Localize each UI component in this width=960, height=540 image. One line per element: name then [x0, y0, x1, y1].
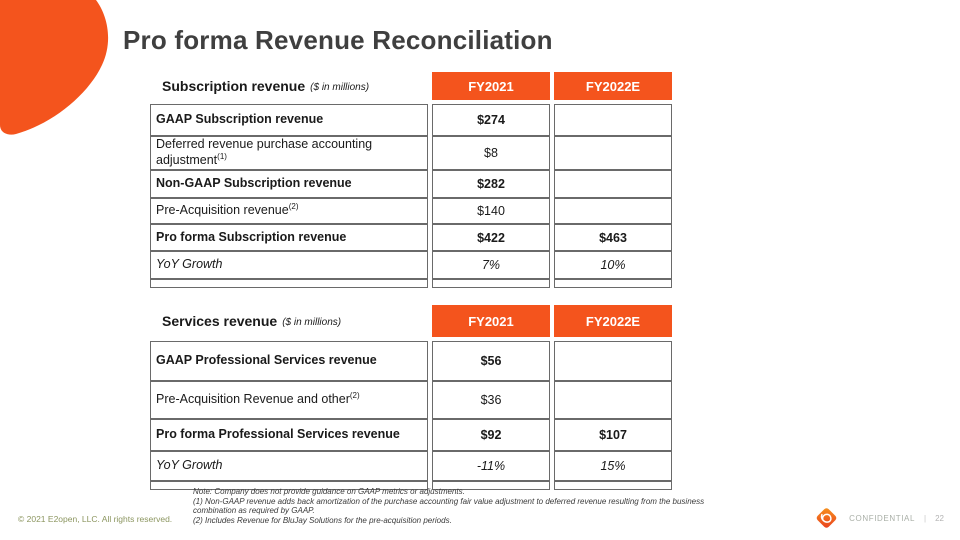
- services-table: [150, 305, 672, 490]
- table-row: [150, 451, 672, 481]
- fy2022-value-cell: $463: [554, 224, 672, 251]
- e2open-logo-icon: [813, 506, 840, 530]
- row-label-cell: YoY Growth: [150, 451, 428, 481]
- fy2022-value-cell: [554, 381, 672, 419]
- subscription-table: [150, 72, 672, 288]
- subscription-table-title: [150, 72, 428, 100]
- table-row: [150, 419, 672, 451]
- row-label-cell: [150, 279, 428, 288]
- corner-accent-shape: [0, 0, 115, 140]
- column-header-fy2022e: FY2022E: [554, 305, 672, 337]
- column-header-fy2021: FY2021: [432, 72, 550, 100]
- services-table-body: [150, 341, 672, 490]
- footnote-note: Note: Company does not provide guidance on GAAP metrics or adjustments.: [193, 487, 465, 496]
- footnotes: [193, 487, 705, 525]
- subscription-table-body: [150, 104, 672, 288]
- table-row: [150, 170, 672, 198]
- confidential-label: CONFIDENTIAL: [849, 513, 916, 523]
- table-row-empty: [150, 279, 672, 288]
- services-table-header: [150, 305, 672, 337]
- row-label-cell: GAAP Professional Services revenue: [150, 341, 428, 381]
- fy2021-value-cell: $8: [432, 136, 550, 170]
- row-label-cell: Non-GAAP Subscription revenue: [150, 170, 428, 198]
- fy2021-value-cell: $140: [432, 198, 550, 224]
- row-label-cell: Pro forma Subscription revenue: [150, 224, 428, 251]
- table-title-text: Services revenue: [162, 313, 278, 329]
- fy2022-value-cell: [554, 279, 672, 288]
- fy2021-value-cell: -11%: [432, 451, 550, 481]
- slide-page-number: 22: [935, 513, 944, 523]
- footnote-2: (2) Includes Revenue for BluJay Solutions for the pre-acquisition periods.: [193, 515, 452, 525]
- footnote-1: (1) Non-GAAP revenue adds back amortization of the purchase accounting fair value adjustment to deferred revenue resulting from the business combination as required by GAAP.: [193, 496, 705, 516]
- fy2021-value-cell: [432, 279, 550, 288]
- fy2022-value-cell: $107: [554, 419, 672, 451]
- subscription-table-header: [150, 72, 672, 100]
- table-row: [150, 224, 672, 251]
- table-row: [150, 136, 672, 170]
- fy2021-value-cell: $282: [432, 170, 550, 198]
- fy2022-value-cell: [554, 341, 672, 381]
- table-row: [150, 198, 672, 224]
- fy2022-value-cell: [554, 198, 672, 224]
- table-row: [150, 251, 672, 279]
- fy2022-value-cell: [554, 170, 672, 198]
- table-row: [150, 381, 672, 419]
- row-label-cell: Deferred revenue purchase accounting adjustment$^{(1)}$: [150, 136, 428, 170]
- row-label-cell: Pre-Acquisition Revenue and other$^{(2)}$: [150, 381, 428, 419]
- table-unit-note: ($ in millions): [310, 81, 370, 93]
- fy2022-value-cell: [554, 104, 672, 136]
- table-unit-note: ($ in millions): [282, 316, 342, 328]
- row-label-cell: Pre-Acquisition revenue$^{(2)}$: [150, 198, 428, 224]
- fy2021-value-cell: 7%: [432, 251, 550, 279]
- table-row: [150, 104, 672, 136]
- page-title: Pro forma Revenue Reconciliation: [123, 25, 553, 55]
- footer-right: [813, 506, 944, 530]
- table-title-text: Subscription revenue: [162, 78, 306, 94]
- footer-separator: |: [924, 513, 927, 523]
- fy2021-value-cell: $56: [432, 341, 550, 381]
- fy2022-value-cell: 10%: [554, 251, 672, 279]
- fy2021-value-cell: $92: [432, 419, 550, 451]
- fy2021-value-cell: $36: [432, 381, 550, 419]
- column-header-fy2021: FY2021: [432, 305, 550, 337]
- fy2022-value-cell: [554, 136, 672, 170]
- row-label-cell: YoY Growth: [150, 251, 428, 279]
- fy2021-value-cell: $274: [432, 104, 550, 136]
- row-label-cell: Pro forma Professional Services revenue: [150, 419, 428, 451]
- copyright-text: © 2021 E2open, LLC. All rights reserved.: [18, 514, 173, 524]
- row-label-cell: GAAP Subscription revenue: [150, 104, 428, 136]
- services-table-title: [150, 305, 428, 337]
- fy2021-value-cell: $422: [432, 224, 550, 251]
- column-header-fy2022e: FY2022E: [554, 72, 672, 100]
- fy2022-value-cell: 15%: [554, 451, 672, 481]
- table-row: [150, 341, 672, 381]
